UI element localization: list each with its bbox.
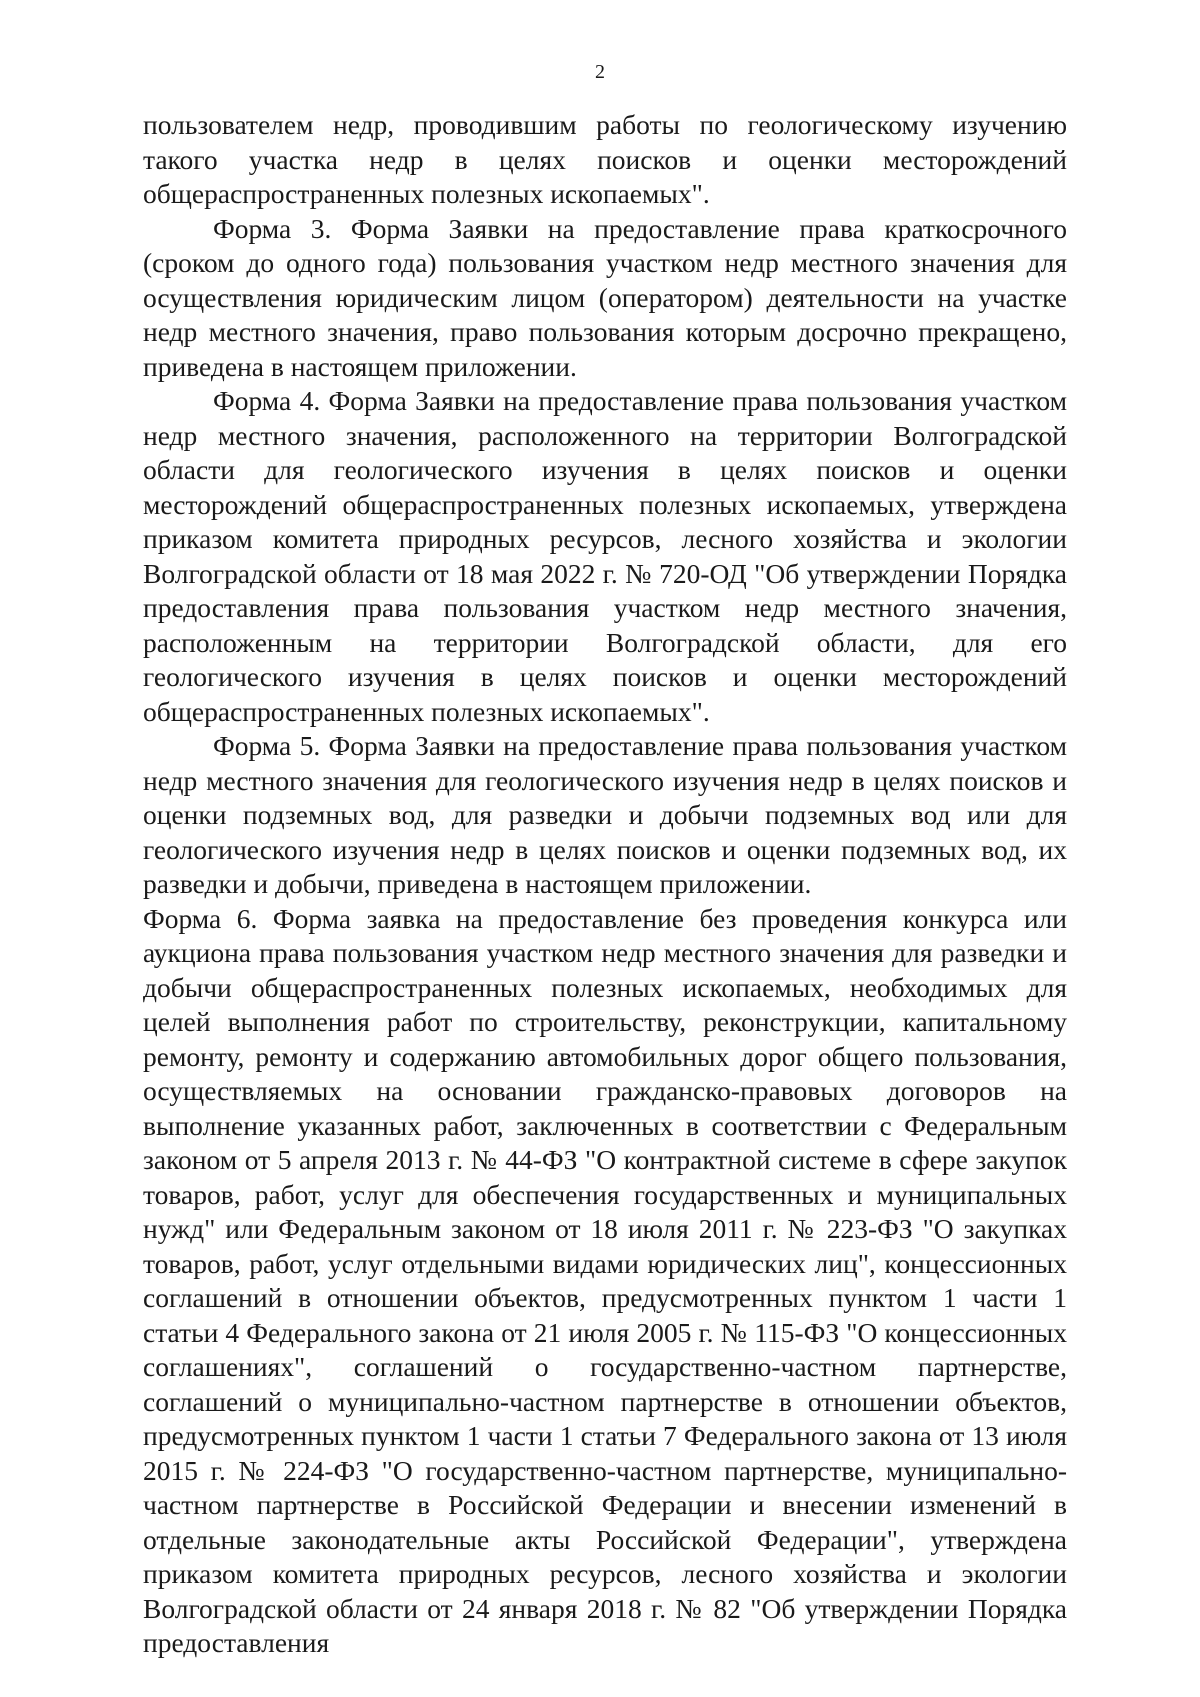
paragraph-form-3: Форма 3. Форма Заявки на предоставление права краткосрочного (сроком до одного года) пользования участком недр местного значения для осуществления юридическим лицом (оператором) деятельности на участке недр местного значения, право пользования которым досрочно прекращено, приведена в настоящем приложении. [143,212,1067,382]
document-body [143,108,1067,1661]
paragraph-form-4: Форма 4. Форма Заявки на предоставление права пользования участком недр местного значения, расположенного на территории Волгоградской области для геологического изучения в целях поисков и оценки месторождений общераспространенных полезных ископаемых, утверждена приказом комитета природных ресурсов, лесного хозяйства и экологии Волгоградской области от 18 мая 2022 г. № 720-ОД "Об утверждении Порядка предоставления права пользования участком недр местного значения, расположенным на территории Волгоградской области, для его геологического изучения в целях поисков и оценки месторождений общераспространенных полезных ископаемых". [143,385,1067,727]
paragraph-form-5: Форма 5. Форма Заявки на предоставление права пользования участком недр местного значения для геологического изучения недр в целях поисков и оценки подземных вод, для разведки и добычи подземных вод или для геологического изучения недр в целях поисков и оценки подземных вод, их разведки и добычи, приведена в настоящем приложении. [143,730,1067,899]
page-number: 2 [595,61,605,83]
paragraph-form-6: Форма 6. Форма заявка на предоставление без проведения конкурса или аукциона права пользования участком недр местного значения для разведки и добычи общераспространенных полезных ископаемых, необходимых для целей выполнения работ по строительству, реконструкции, капитальному ремонту, ремонту и содержанию автомобильных дорог общего пользования, осуществляемых на основании гражданско-правовых договоров на выполнение указанных работ, заключенных в соответствии с Федеральным законом от 5 апреля 2013 г. № 44-ФЗ "О контрактной системе в сфере закупок товаров, работ, услуг для обеспечения государственных и муниципальных нужд" или Федеральным законом от 18 июля 2011 г. № 223-ФЗ "О закупках товаров, работ, услуг отдельными видами юридических лиц", концессионных соглашений в отношении объектов, предусмотренных пунктом 1 части 1 статьи 4 Федерального закона от 21 июля 2005 г. № 115-ФЗ "О концессионных соглашениях", соглашений о государственно-частном партнерстве, соглашений о муниципально-частном партнерстве в отношении объектов, предусмотренных пунктом 1 части 1 статьи 7 Федерального закона от 13 июля 2015 г. № 224-ФЗ "О государственно-частном партнерстве, муниципально-частном партнерстве в Российской Федерации и внесении изменений в отдельные законодательные акты Российской Федерации", утверждена приказом комитета природных ресурсов, лесного хозяйства и экологии Волгоградской области от 24 января 2018 г. № 82 "Об утверждении Порядка предоставления [143,902,1067,1658]
paragraph-continuation: пользователем недр, проводившим работы по геологическому изучению такого участка недр в целях поисков и оценки месторождений общераспространенных полезных ископаемых". [143,109,1067,209]
